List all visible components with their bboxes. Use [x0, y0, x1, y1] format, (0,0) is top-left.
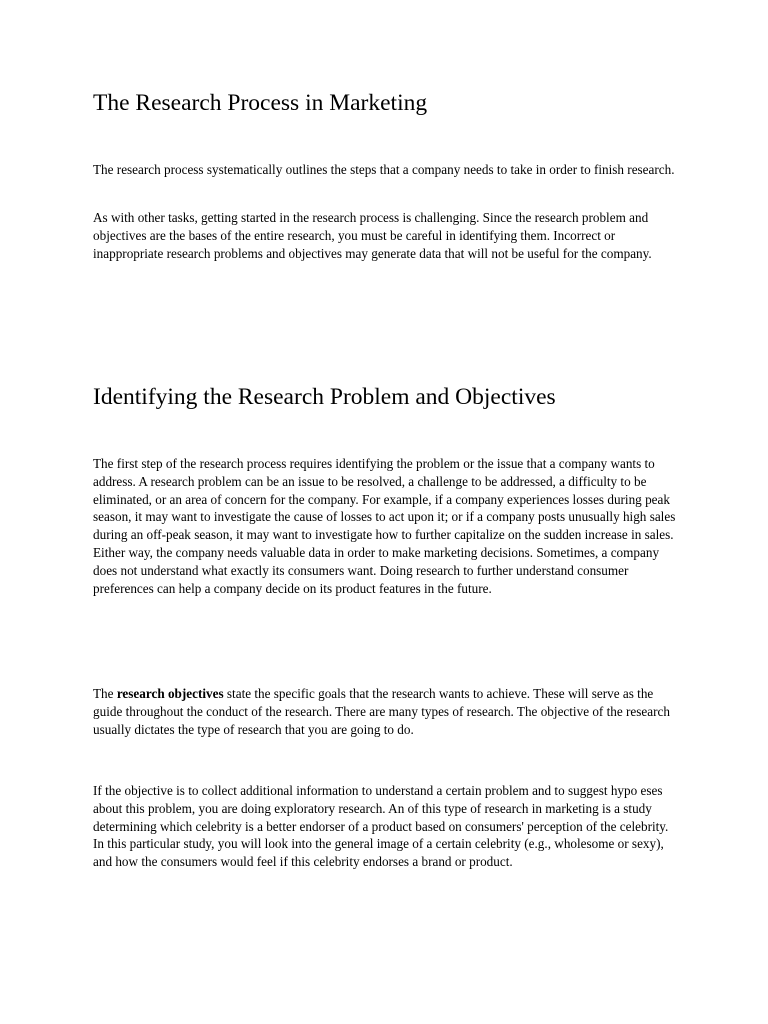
paragraph-intro: The research process systematically outlines the steps that a company needs to take in order to finish research.	[93, 162, 675, 177]
objectives-suffix: state the specific goals that the research wants to achieve. These will serve as the guide throughout the conduct of the research. There are many types of research. The objective of the research usually dictates the type of research that you are going to do.	[93, 686, 670, 737]
paragraph-getting-started: As with other tasks, getting started in the research process is challenging. Since the research problem and objectives are the bases of the entire research, you must be careful in identifying them. Incorrect or inappropriate research problems and objectives may generate data that will not be useful for the company.	[93, 210, 652, 261]
paragraph-research-objectives	[93, 685, 678, 738]
paragraph-first-step: The first step of the research process requires identifying the problem or the issue that a company wants to address. A research problem can be an issue to be resolved, a challenge to be addressed, a difficulty to be eliminated, or an area of concern for the company. For example, if a company experiences losses during peak season, it may want to investigate the cause of losses to act upon it; or if a company posts unusually high sales during an off-peak season, it may want to investigate how to further capitalize on the sudden increase in sales. Either way, the company needs valuable data in order to make marketing decisions. Sometimes, a company does not understand what exactly its consumers want. Doing research to further understand consumer preferences can help a company decide on its product features in the future.	[93, 456, 676, 596]
objectives-prefix: The	[93, 686, 117, 701]
heading-research-process: The Research Process in Marketing	[93, 90, 428, 116]
objectives-bold-term: research objectives	[116, 686, 224, 701]
heading-identifying-problem: Identifying the Research Problem and Objectives	[93, 384, 556, 410]
paragraph-exploratory-research: If the objective is to collect additional information to understand a certain problem and to suggest hypo eses about this problem, you are doing exploratory research. An of this type of research in marketing is a study determining which celebrity is a better endorser of a product based on consumers' perception of the celebrity. In this particular study, you will look into the general image of a certain celebrity (e.g., wholesome or sexy), and how the consumers would feel if this celebrity endorses a brand or product.	[93, 783, 669, 870]
